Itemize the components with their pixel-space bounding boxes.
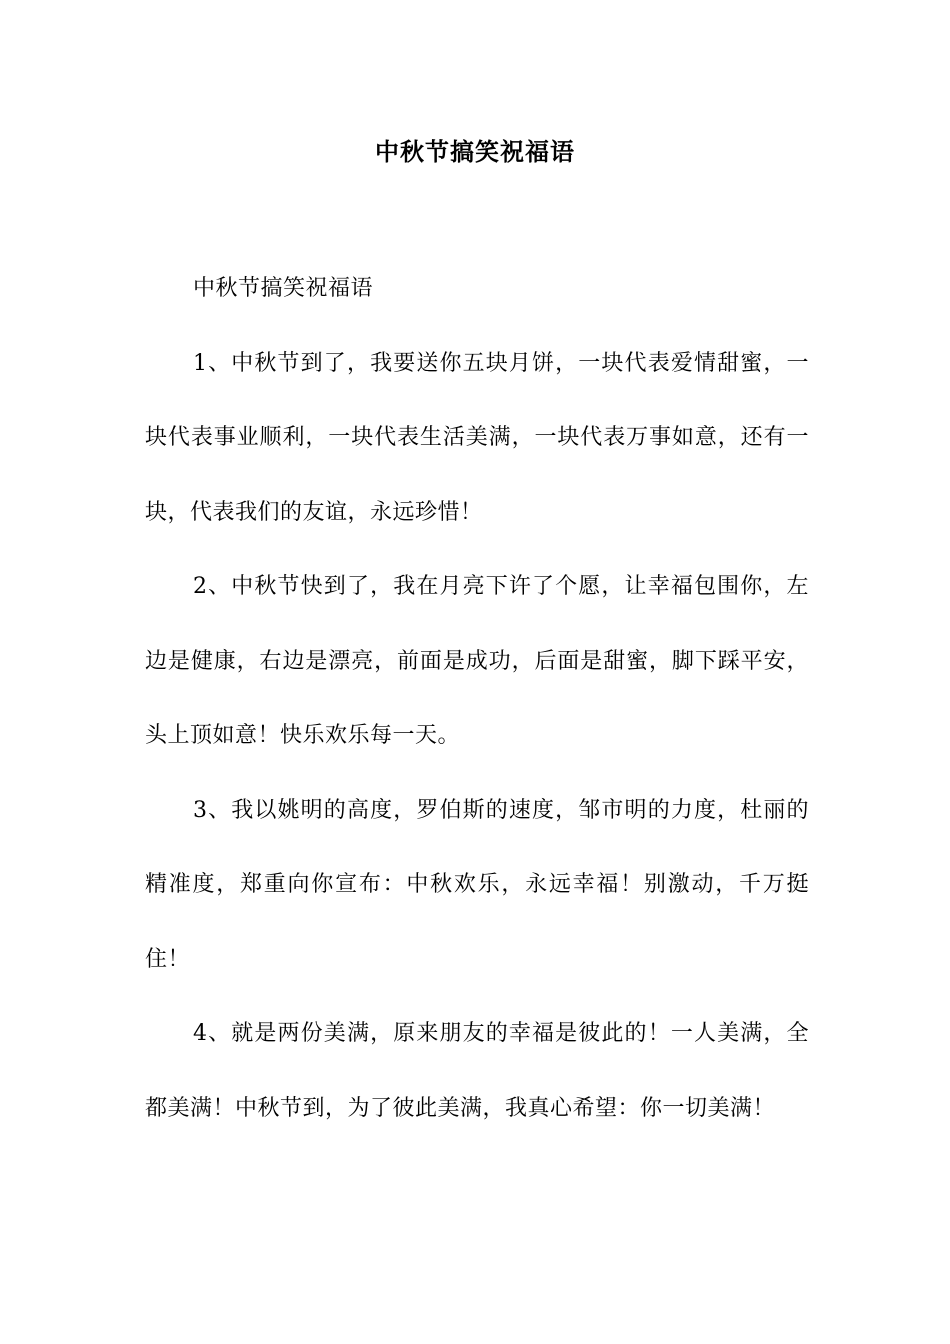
blessing-paragraph-1: 1、中秋节到了，我要送你五块月饼，一块代表爱情甜蜜，一块代表事业顺利，一块代表生活美满，一块代表万事如意，还有一块，代表我们的友谊，永远珍惜！ xyxy=(145,350,809,525)
blessing-paragraph-2: 2、中秋节快到了，我在月亮下许了个愿，让幸福包围你，左边是健康，右边是漂亮，前面是成功，后面是甜蜜，脚下踩平安，头上顶如意！快乐欢乐每一天。 xyxy=(145,574,809,748)
document-body xyxy=(145,252,809,1146)
document-title: 中秋节搞笑祝福语 xyxy=(375,137,575,166)
subtitle-paragraph: 中秋节搞笑祝福语 xyxy=(193,276,374,301)
blessing-paragraph-4: 4、就是两份美满，原来朋友的幸福是彼此的！一人美满，全都美满！中秋节到，为了彼此美满，我真心希望：你一切美满！ xyxy=(145,1021,809,1121)
blessing-paragraph-3: 3、我以姚明的高度，罗伯斯的速度，邹市明的力度，杜丽的精准度，郑重向你宣布：中秋欢乐，永远幸福！别激动，千万挺住！ xyxy=(145,797,809,972)
